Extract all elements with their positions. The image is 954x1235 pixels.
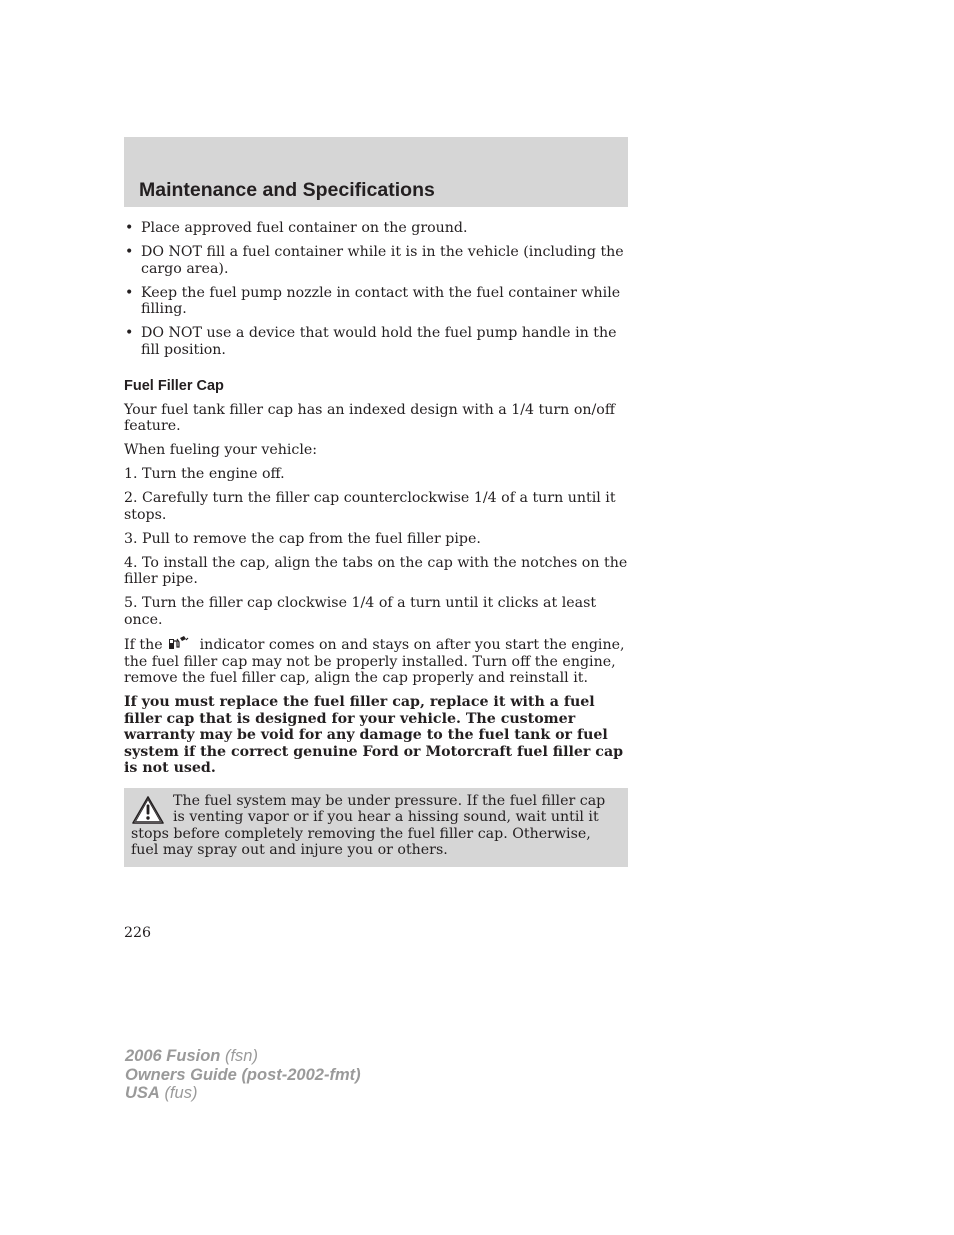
step-item: 5. Turn the filler cap clockwise 1/4 of a turn until it clicks at least once.	[124, 595, 597, 628]
footer-market-code: (fus)	[164, 1084, 198, 1102]
list-item-text: Place approved fuel container on the ground.	[141, 220, 468, 236]
document-footer	[125, 1047, 361, 1103]
list-item	[124, 244, 628, 277]
list-item	[124, 220, 628, 237]
warning-triangle-icon	[131, 795, 165, 825]
fueling-intro: When fueling your vehicle:	[124, 442, 318, 458]
indicator-text-after: indicator comes on and stays on after you start the engine, the fuel filler cap may not be properly installed. Turn off the engine, remove the fuel filler cap, align the cap properly and reinstall it.	[124, 637, 625, 686]
footer-guide: Owners Guide (post-2002-fmt)	[125, 1065, 361, 1084]
step-item: 1. Turn the engine off.	[124, 466, 285, 482]
page-number: 226	[124, 925, 152, 941]
bullet-dot: •	[125, 284, 134, 301]
footer-line-model	[125, 1047, 361, 1066]
section-heading: Fuel Filler Cap	[124, 378, 224, 394]
list-item	[124, 285, 628, 318]
warranty-notice: If you must replace the fuel filler cap, replace it with a fuel filler cap that is designed for your vehicle. The customer warranty may be void for any damage to the fuel tank or fuel system if the correct genuine Ford or Motorcraft fuel filler cap is not used.	[124, 694, 624, 776]
bullet-dot: •	[125, 325, 134, 341]
bullet-list	[124, 220, 628, 358]
bullet-dot: •	[125, 220, 134, 236]
intro-paragraph: Your fuel tank filler cap has an indexed design with a 1/4 turn on/off feature.	[124, 401, 615, 434]
indicator-text-before: If the	[124, 637, 163, 653]
page-content	[124, 220, 628, 867]
list-item-text: Keep the fuel pump nozzle in contact with the fuel container while filling.	[141, 284, 621, 317]
footer-model: 2006 Fusion	[125, 1047, 221, 1065]
list-item	[124, 325, 628, 358]
bullet-dot: •	[125, 244, 134, 260]
list-item-text: DO NOT fill a fuel container while it is in the vehicle (including the cargo area).	[141, 244, 624, 277]
footer-model-code: (fsn)	[224, 1047, 258, 1065]
list-item-text: DO NOT use a device that would hold the fuel pump handle in the fill position.	[141, 325, 617, 358]
warning-text: The fuel system may be under pressure. If the fuel filler cap is venting vapor or if you hear a hissing sound, wait until it stops before completely removing the fuel filler cap. Otherwise, fuel may spray out and injure you or others.	[131, 792, 606, 858]
step-item: 2. Carefully turn the filler cap counterclockwise 1/4 of a turn until it stops.	[124, 490, 616, 523]
step-item: 3. Pull to remove the cap from the fuel filler pipe.	[124, 530, 481, 547]
footer-market: USA	[125, 1084, 160, 1102]
indicator-paragraph	[124, 636, 628, 687]
check-fuel-cap-icon	[167, 636, 195, 650]
step-item: 4. To install the cap, align the tabs on the cap with the notches on the filler pipe.	[124, 554, 628, 587]
section-header-band	[124, 137, 628, 207]
footer-line-market	[125, 1084, 361, 1103]
page-title: Maintenance and Specifications	[139, 179, 435, 201]
warning-box	[124, 788, 628, 867]
